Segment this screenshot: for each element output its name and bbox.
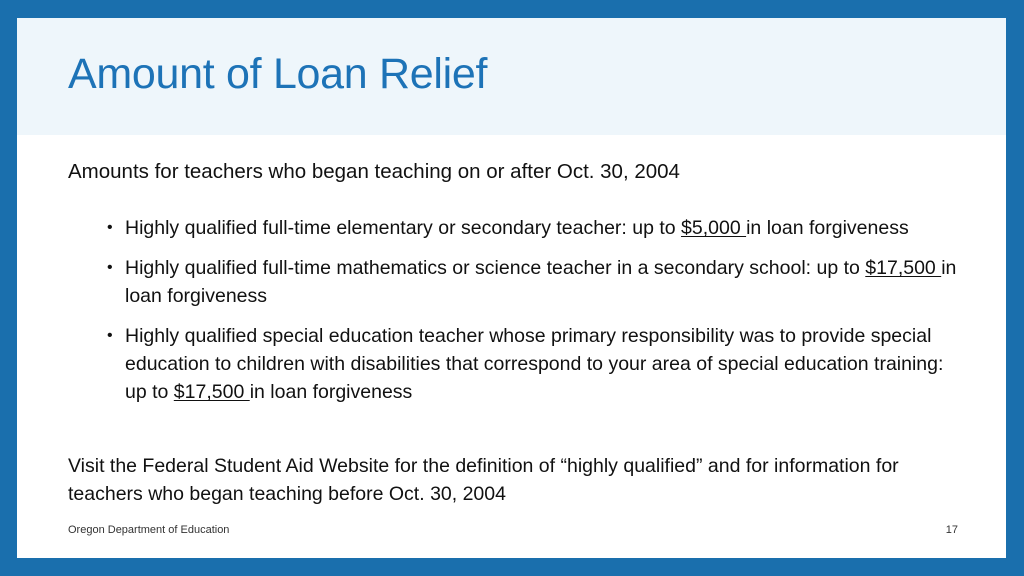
intro-text: Amounts for teachers who began teaching on or after Oct. 30, 2004 <box>68 160 680 183</box>
visit-text: Visit the Federal Student Aid Website for the definition of “highly qualified” and for information for teachers who began teaching before Oct. 30, 2004 <box>68 455 899 505</box>
bullet-dot-icon: • <box>107 259 113 276</box>
bullet-amount: $17,500 <box>173 381 250 403</box>
footer-organization: Oregon Department of Education <box>68 524 230 536</box>
bullet-text-end: in loan forgiveness <box>125 257 957 307</box>
bullet-amount: $17,500 <box>865 257 942 279</box>
bullet-amount: $5,000 <box>681 217 747 239</box>
bullet-dot-icon: • <box>107 327 113 344</box>
bullet-text-end: in loan forgiveness <box>249 381 413 403</box>
slide-title: Amount of Loan Relief <box>68 50 488 98</box>
title-band <box>17 18 1006 135</box>
bullet-text-end: in loan forgiveness <box>746 217 909 239</box>
bullet-item <box>107 214 957 242</box>
bullet-text: Highly qualified full-time elementary or secondary teacher: up to <box>125 217 682 239</box>
bullet-item <box>107 254 957 310</box>
bullet-text: Highly qualified full-time mathematics or science teacher in a secondary school: up to <box>125 257 866 279</box>
bullet-list <box>107 214 957 418</box>
page-number: 17 <box>945 524 958 536</box>
slide <box>17 18 1006 558</box>
bullet-dot-icon: • <box>107 219 113 236</box>
bullet-item <box>107 322 957 406</box>
bullet-text: Highly qualified special education teacher whose primary responsibility was to provide special education to children with disabilities that correspond to your area of special education training: up to <box>125 325 944 403</box>
